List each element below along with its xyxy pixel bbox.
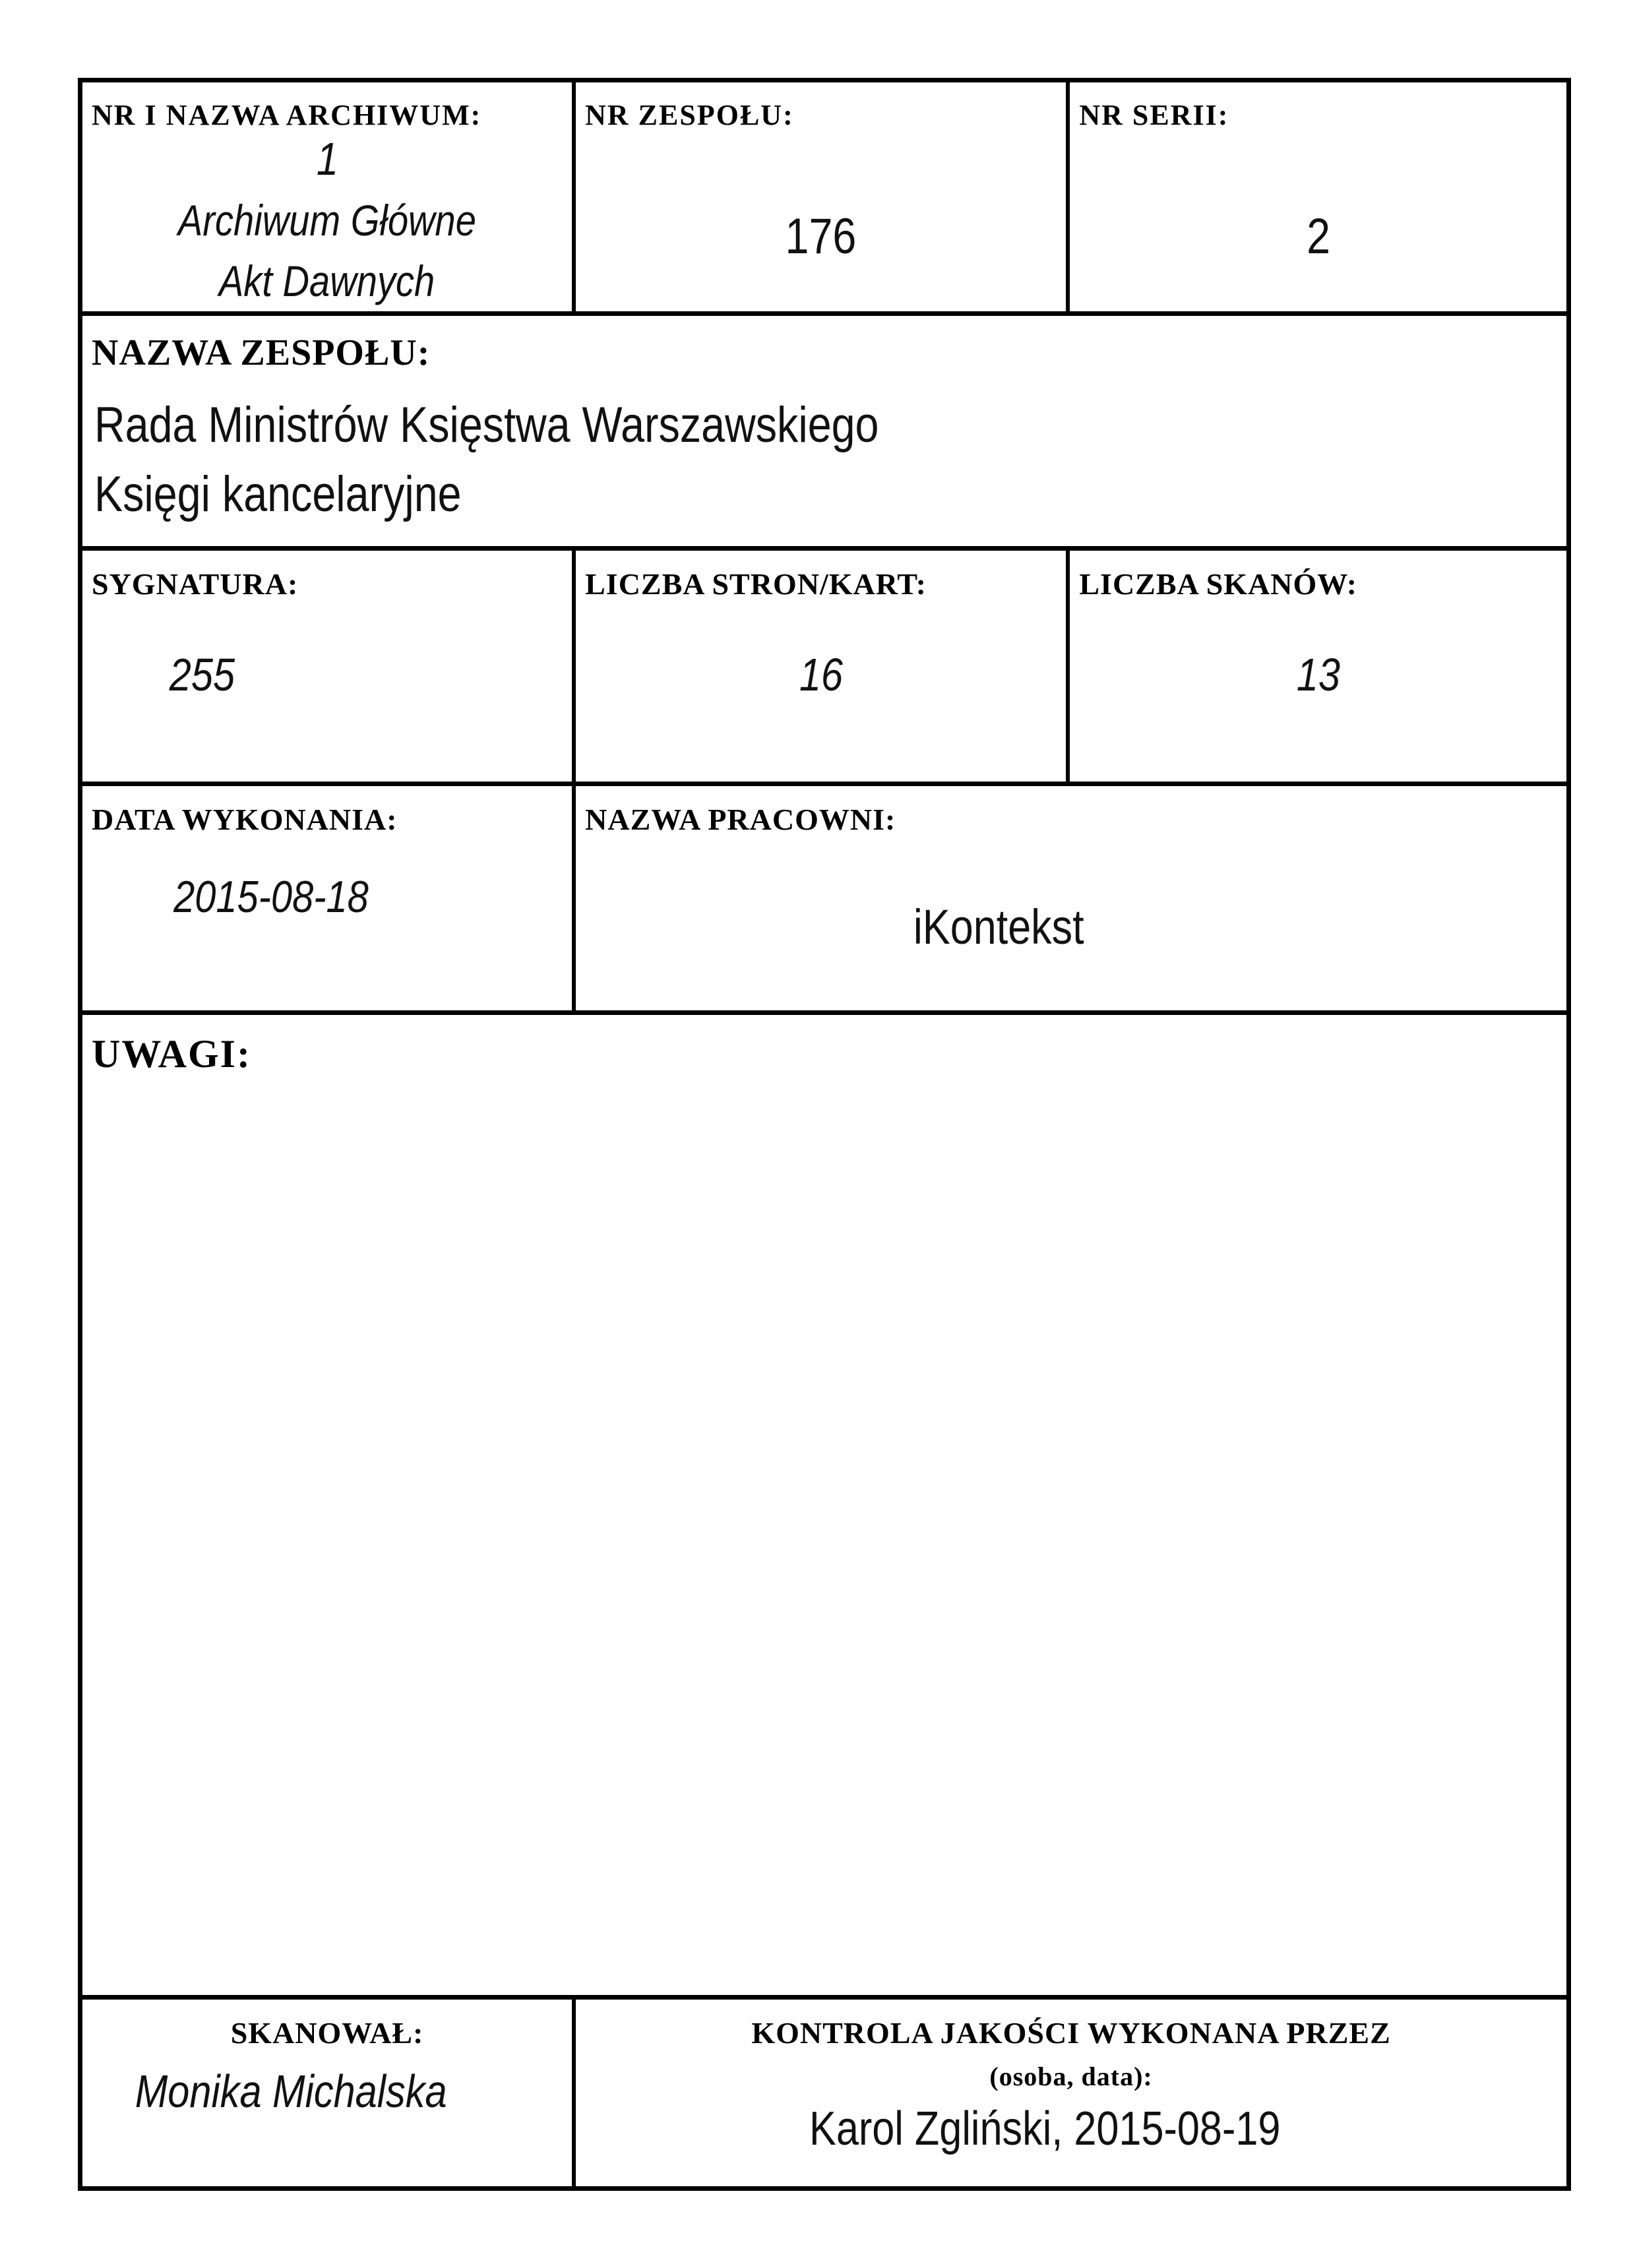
scans-count-value: 13 <box>1296 649 1340 701</box>
cell-scan-date <box>82 786 576 1010</box>
row-remarks <box>82 1015 1566 2000</box>
fonds-number-label: NR ZESPOŁU: <box>585 99 794 131</box>
cell-fonds-number <box>576 82 1070 311</box>
studio-label: NAZWA PRACOWNI: <box>585 803 896 836</box>
cell-archive <box>82 82 576 311</box>
cell-fonds-name <box>82 316 1566 546</box>
quality-control-value: Karol Zgliński, 2015-08-19 <box>809 2102 1281 2155</box>
scanned-by-label: SKANOWAŁ: <box>230 2016 424 2050</box>
archive-value-block <box>82 131 572 311</box>
series-number-label: NR SERII: <box>1079 99 1229 131</box>
row-signoff <box>82 2000 1566 2186</box>
row-counts <box>82 551 1566 786</box>
scan-date-label: DATA WYKONANIA: <box>92 803 398 836</box>
cell-remarks <box>82 1015 1566 1995</box>
archive-number-value: 1 <box>316 133 338 185</box>
remarks-label: UWAGI: <box>92 1032 252 1076</box>
signature-value-block <box>82 601 572 782</box>
scans-count-label: LICZBA SKANÓW: <box>1079 567 1358 601</box>
fonds-name-line2: Księgi kancelaryjne <box>94 466 462 522</box>
cell-quality-control <box>576 2000 1566 2186</box>
scanned-by-value: Monika Michalska <box>135 2065 447 2117</box>
scans-count-value-block <box>1070 601 1566 782</box>
metadata-table <box>78 78 1571 2191</box>
cell-studio <box>576 786 1566 1010</box>
pages-count-value: 16 <box>799 649 843 701</box>
cell-pages-count <box>576 551 1070 782</box>
series-number-value-block <box>1070 131 1566 311</box>
archive-label: NR I NAZWA ARCHIWUM: <box>92 99 482 131</box>
quality-control-label-line1: KONTROLA JAKOŚCI WYKONANA PRZEZ <box>751 2016 1391 2050</box>
archive-name-line2: Akt Dawnych <box>219 256 435 305</box>
archive-name-line1: Archiwum Główne <box>178 196 477 245</box>
cell-scans-count <box>1070 551 1566 782</box>
row-execution <box>82 786 1566 1015</box>
row-archive <box>82 82 1566 316</box>
scan-date-value-block <box>82 837 572 1010</box>
fonds-name-label: NAZWA ZESPOŁU: <box>92 332 431 373</box>
cell-scanned-by <box>82 2000 576 2186</box>
signature-label: SYGNATURA: <box>92 567 299 601</box>
remarks-value-block <box>82 1076 1566 1995</box>
signature-value: 255 <box>169 649 235 701</box>
fonds-number-value-block <box>576 131 1066 311</box>
cell-signature <box>82 551 576 782</box>
pages-count-label: LICZBA STRON/KART: <box>585 567 927 601</box>
scan-date-value: 2015-08-18 <box>173 872 369 923</box>
quality-control-label-line2: (osoba, data): <box>989 2061 1153 2091</box>
studio-value-block <box>576 837 1566 1010</box>
studio-value: iKontekst <box>913 899 1084 954</box>
fonds-name-line1: Rada Ministrów Księstwa Warszawskiego <box>94 396 879 453</box>
cell-series-number <box>1070 82 1566 311</box>
series-number-value: 2 <box>1306 208 1330 264</box>
pages-count-value-block <box>576 601 1066 782</box>
row-fonds-name <box>82 316 1566 551</box>
fonds-name-value-block <box>94 396 1566 524</box>
fonds-number-value: 176 <box>785 208 857 264</box>
